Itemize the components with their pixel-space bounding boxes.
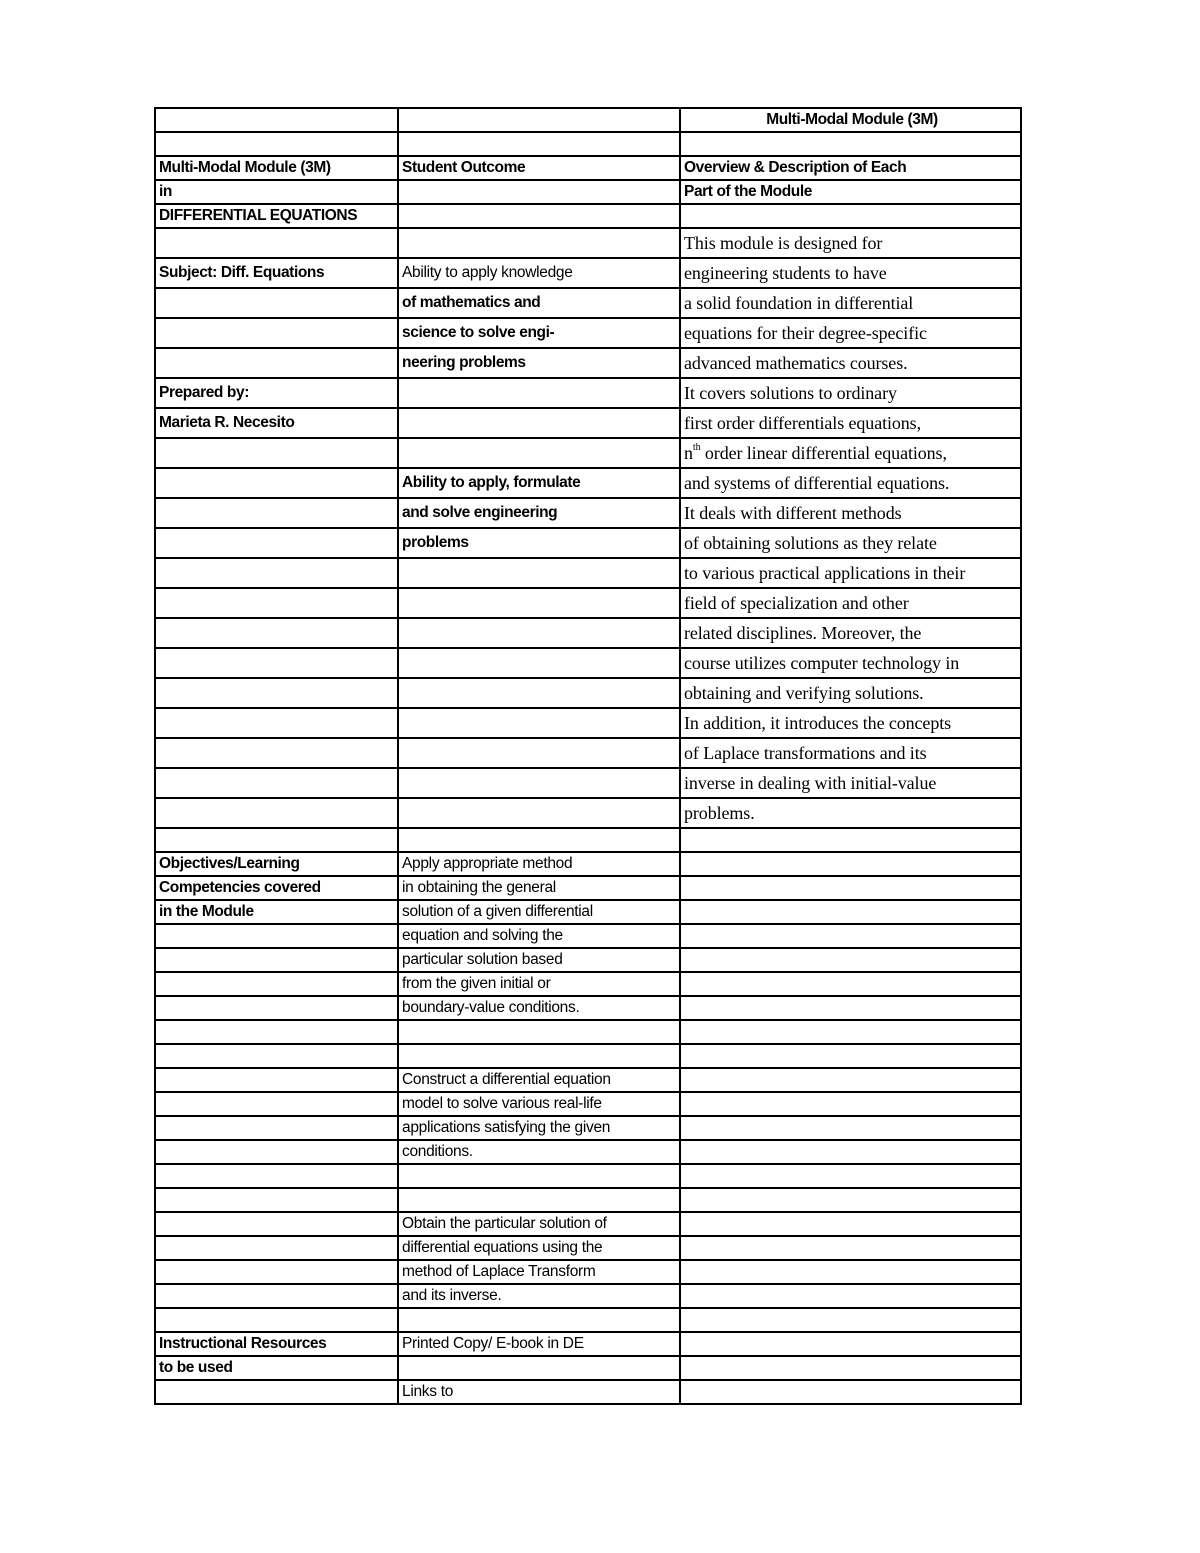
cell xyxy=(398,1044,680,1068)
overview-line: of Laplace transformations and its xyxy=(680,738,1021,768)
prepared-by-label: Prepared by: xyxy=(155,378,398,408)
cell xyxy=(398,132,680,156)
overview-header: Overview & Description of Each xyxy=(680,156,1021,180)
student-outcome-line: Ability to apply knowledge xyxy=(398,258,680,288)
objective-line: Apply appropriate method xyxy=(398,852,680,876)
cell xyxy=(155,1380,398,1404)
cell xyxy=(155,1188,398,1212)
student-outcome-line: neering problems xyxy=(398,348,680,378)
cell xyxy=(155,1212,398,1236)
cell xyxy=(155,1140,398,1164)
overview-line: inverse in dealing with initial-value xyxy=(680,768,1021,798)
cell xyxy=(398,228,680,258)
overview-line: engineering students to have xyxy=(680,258,1021,288)
cell xyxy=(398,1308,680,1332)
cell xyxy=(398,828,680,852)
cell xyxy=(680,1092,1021,1116)
cell xyxy=(155,1164,398,1188)
overview-line: a solid foundation in differential xyxy=(680,288,1021,318)
overview-line xyxy=(680,438,1021,468)
subject-label: Subject: Diff. Equations xyxy=(155,258,398,288)
resource-line: Printed Copy/ E-book in DE xyxy=(398,1332,680,1356)
cell xyxy=(680,1212,1021,1236)
cell xyxy=(398,1356,680,1380)
cell xyxy=(155,288,398,318)
cell xyxy=(680,1140,1021,1164)
objectives-label: Objectives/Learning xyxy=(155,852,398,876)
cell xyxy=(398,558,680,588)
objective-line: equation and solving the xyxy=(398,924,680,948)
cell xyxy=(398,108,680,132)
cell xyxy=(155,468,398,498)
cell xyxy=(398,1164,680,1188)
cell xyxy=(398,768,680,798)
cell xyxy=(680,1188,1021,1212)
cell xyxy=(398,648,680,678)
cell xyxy=(680,1068,1021,1092)
module-table xyxy=(154,107,1022,1405)
cell xyxy=(680,1380,1021,1404)
cell xyxy=(155,588,398,618)
cell xyxy=(155,558,398,588)
cell xyxy=(155,498,398,528)
objective-line: model to solve various real-life xyxy=(398,1092,680,1116)
cell xyxy=(680,132,1021,156)
cell xyxy=(155,798,398,828)
overview-line: first order differentials equations, xyxy=(680,408,1021,438)
objective-line: Obtain the particular solution of xyxy=(398,1212,680,1236)
student-outcome-line: of mathematics and xyxy=(398,288,680,318)
cell xyxy=(155,948,398,972)
cell xyxy=(155,972,398,996)
cell xyxy=(398,378,680,408)
cell xyxy=(155,678,398,708)
overview-line: to various practical applications in their xyxy=(680,558,1021,588)
cell xyxy=(155,1236,398,1260)
nth-sup: th xyxy=(692,442,701,453)
module-in: in xyxy=(155,180,398,204)
cell xyxy=(155,1116,398,1140)
cell xyxy=(680,1284,1021,1308)
cell xyxy=(398,588,680,618)
objective-line: method of Laplace Transform xyxy=(398,1260,680,1284)
cell xyxy=(680,900,1021,924)
cell xyxy=(680,996,1021,1020)
cell xyxy=(155,828,398,852)
objective-line: particular solution based xyxy=(398,948,680,972)
cell xyxy=(398,438,680,468)
cell xyxy=(155,738,398,768)
cell xyxy=(680,1164,1021,1188)
cell xyxy=(398,1188,680,1212)
nth-rest: order linear differential equations, xyxy=(700,443,947,463)
cell xyxy=(398,708,680,738)
cell xyxy=(680,1116,1021,1140)
overview-line: obtaining and verifying solutions. xyxy=(680,678,1021,708)
overview-line: of obtaining solutions as they relate xyxy=(680,528,1021,558)
cell xyxy=(398,618,680,648)
objective-line: applications satisfying the given xyxy=(398,1116,680,1140)
cell xyxy=(680,852,1021,876)
top-title: Multi-Modal Module (3M) xyxy=(680,108,1021,132)
overview-line: course utilizes computer technology in xyxy=(680,648,1021,678)
cell xyxy=(680,1308,1021,1332)
objective-line: from the given initial or xyxy=(398,972,680,996)
resource-line: Links to xyxy=(398,1380,680,1404)
cell xyxy=(155,1020,398,1044)
cell xyxy=(680,1356,1021,1380)
cell xyxy=(155,438,398,468)
cell xyxy=(398,408,680,438)
overview-line: In addition, it introduces the concepts xyxy=(680,708,1021,738)
cell xyxy=(398,678,680,708)
cell xyxy=(398,738,680,768)
nth-n: n xyxy=(684,443,693,463)
overview-line: It deals with different methods xyxy=(680,498,1021,528)
overview-line: This module is designed for xyxy=(680,228,1021,258)
cell xyxy=(155,528,398,558)
objective-line: Construct a differential equation xyxy=(398,1068,680,1092)
cell xyxy=(680,828,1021,852)
cell xyxy=(155,108,398,132)
overview-line: It covers solutions to ordinary xyxy=(680,378,1021,408)
cell xyxy=(680,972,1021,996)
objectives-label: in the Module xyxy=(155,900,398,924)
cell xyxy=(398,204,680,228)
overview-line: equations for their degree-specific xyxy=(680,318,1021,348)
student-outcome-line: science to solve engi- xyxy=(398,318,680,348)
cell xyxy=(680,948,1021,972)
overview-line: and systems of differential equations. xyxy=(680,468,1021,498)
objectives-label: Competencies covered xyxy=(155,876,398,900)
student-outcome-line: Ability to apply, formulate xyxy=(398,468,680,498)
resources-label: to be used xyxy=(155,1356,398,1380)
cell xyxy=(680,1260,1021,1284)
overview-line: related disciplines. Moreover, the xyxy=(680,618,1021,648)
cell xyxy=(680,1044,1021,1068)
objective-line: solution of a given differential xyxy=(398,900,680,924)
student-outcome-header: Student Outcome xyxy=(398,156,680,180)
resources-label: Instructional Resources xyxy=(155,1332,398,1356)
cell xyxy=(155,1284,398,1308)
cell xyxy=(398,180,680,204)
cell xyxy=(155,1308,398,1332)
cell xyxy=(680,1236,1021,1260)
objective-line: in obtaining the general xyxy=(398,876,680,900)
cell xyxy=(155,228,398,258)
cell xyxy=(155,1068,398,1092)
cell xyxy=(155,1092,398,1116)
cell xyxy=(155,1260,398,1284)
author-name: Marieta R. Necesito xyxy=(155,408,398,438)
cell xyxy=(155,1044,398,1068)
cell xyxy=(155,996,398,1020)
cell xyxy=(680,876,1021,900)
overview-header-cont: Part of the Module xyxy=(680,180,1021,204)
module-title: Multi-Modal Module (3M) xyxy=(155,156,398,180)
overview-line: advanced mathematics courses. xyxy=(680,348,1021,378)
objective-line: boundary-value conditions. xyxy=(398,996,680,1020)
module-subject: DIFFERENTIAL EQUATIONS xyxy=(155,204,398,228)
cell xyxy=(155,348,398,378)
cell xyxy=(680,204,1021,228)
cell xyxy=(680,1020,1021,1044)
objective-line: conditions. xyxy=(398,1140,680,1164)
cell xyxy=(398,798,680,828)
cell xyxy=(155,924,398,948)
cell xyxy=(398,1020,680,1044)
cell xyxy=(680,924,1021,948)
cell xyxy=(680,1332,1021,1356)
student-outcome-line: problems xyxy=(398,528,680,558)
objective-line: differential equations using the xyxy=(398,1236,680,1260)
student-outcome-line: and solve engineering xyxy=(398,498,680,528)
overview-line: problems. xyxy=(680,798,1021,828)
cell xyxy=(155,768,398,798)
cell xyxy=(155,132,398,156)
overview-line: field of specialization and other xyxy=(680,588,1021,618)
cell xyxy=(155,648,398,678)
objective-line: and its inverse. xyxy=(398,1284,680,1308)
cell xyxy=(155,708,398,738)
cell xyxy=(155,318,398,348)
cell xyxy=(155,618,398,648)
